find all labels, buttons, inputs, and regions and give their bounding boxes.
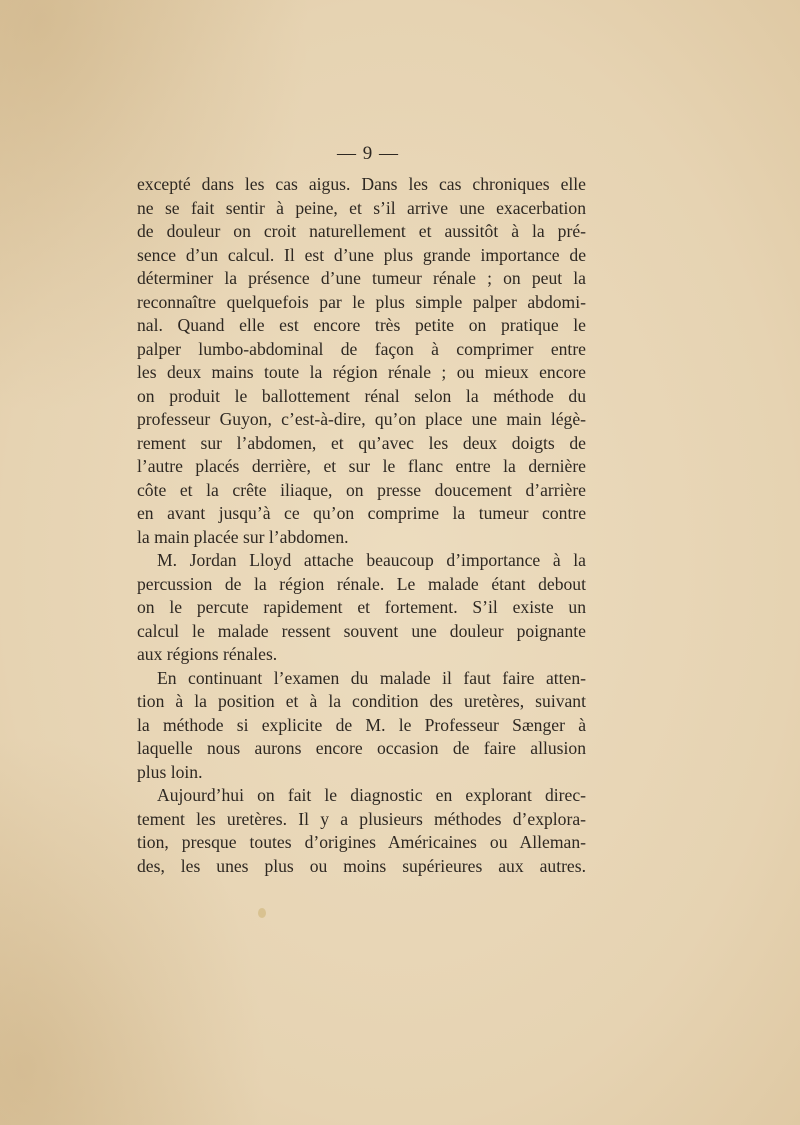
text-line: professeur Guyon, c’est-à-dire, qu’on place une main légè- (137, 409, 586, 429)
text-line: tion à la position et à la condition des uretères, suivant (137, 691, 586, 711)
text-line: les deux mains toute la région rénale ; ou mieux encore (137, 362, 586, 382)
text-line: nal. Quand elle est encore très petite on pratique le (137, 315, 586, 335)
text-line: calcul le malade ressent souvent une douleur poignante (137, 620, 586, 641)
text-line: sence d’un calcul. Il est d’une plus grande importance de (137, 244, 586, 265)
paper-stain (258, 908, 266, 918)
text-line: on produit le ballottement rénal selon la méthode du (137, 385, 586, 406)
text-line: côte et la crête iliaque, on presse doucement d’arrière (137, 479, 586, 500)
text-line: rement sur l’abdomen, et qu’avec les deux doigts de (137, 432, 586, 453)
text-line: plus loin. (137, 761, 203, 782)
text-line: aux régions rénales. (137, 644, 278, 664)
text-line: palper lumbo-abdominal de façon à comprimer entre (137, 338, 586, 359)
body-text (137, 173, 586, 878)
text-line: percussion de la région rénale. Le malade étant debout (137, 573, 586, 594)
text-line: En continuant l’examen du malade il faut faire atten- (157, 667, 586, 688)
text-line: tion, presque toutes d’origines Américaines ou Alleman- (137, 832, 586, 852)
text-line: de douleur on croit naturellement et aussitôt à la pré- (137, 221, 586, 241)
text-line: Aujourd’hui on fait le diagnostic en explorant direc- (157, 785, 586, 805)
text-line: la main placée sur l’abdomen. (137, 526, 349, 547)
text-line: déterminer la présence d’une tumeur rénale ; on peut la (137, 268, 586, 288)
text-line: des, les unes plus ou moins supérieures aux autres. (137, 855, 586, 876)
text-line: excepté dans les cas aigus. Dans les cas chroniques elle (137, 174, 586, 194)
text-line: on le percute rapidement et fortement. S’il existe un (137, 597, 586, 617)
text-line: la méthode si explicite de M. le Professeur Sænger à (137, 714, 586, 735)
text-line: reconnaître quelquefois par le plus simple palper abdomi- (137, 291, 586, 312)
text-line: laquelle nous aurons encore occasion de faire allusion (137, 738, 586, 758)
text-line: en avant jusqu’à ce qu’on comprime la tumeur contre (137, 503, 586, 523)
page-number: — 9 — (337, 143, 399, 164)
text-line: l’autre placés derrière, et sur le flanc entre la dernière (137, 456, 586, 476)
text-line: tement les uretères. Il y a plusieurs méthodes d’explora- (137, 808, 586, 829)
text-line: M. Jordan Lloyd attache beaucoup d’importance à la (157, 550, 586, 570)
text-line: ne se fait sentir à peine, et s’il arrive une exacerbation (137, 197, 586, 218)
